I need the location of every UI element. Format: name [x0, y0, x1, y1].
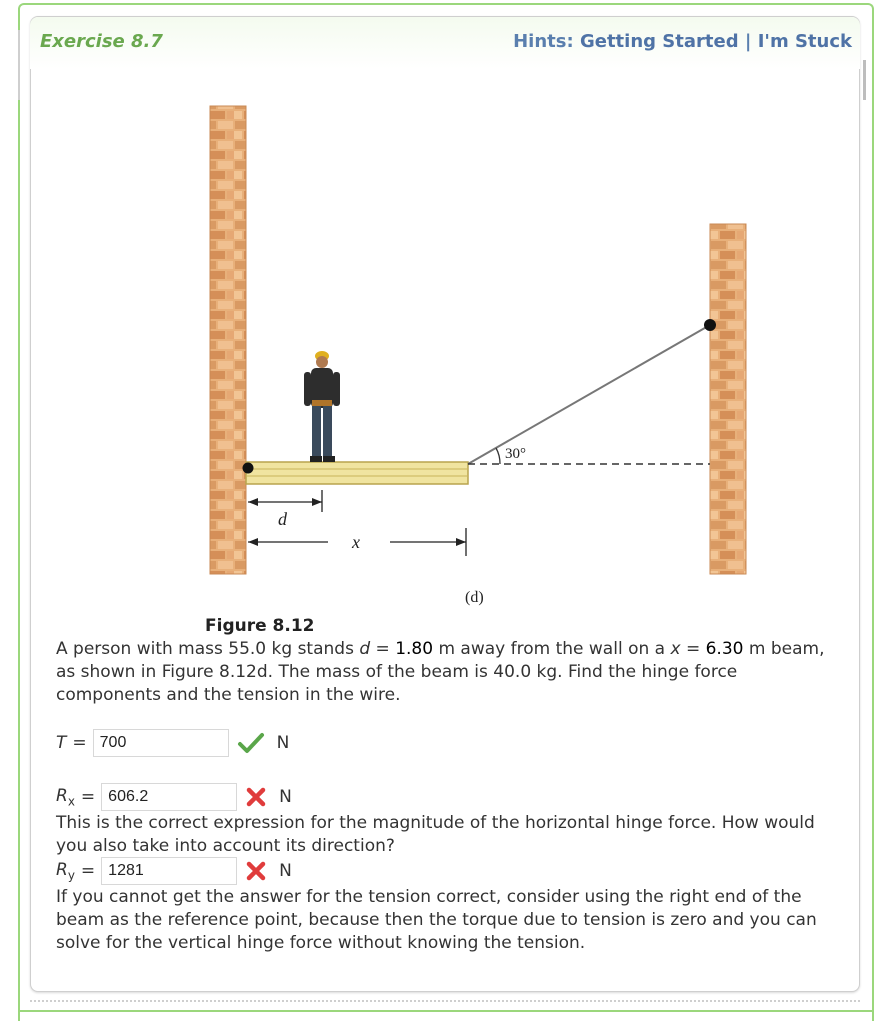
label-d: d	[278, 509, 287, 529]
panel-bottom-divider	[30, 1000, 860, 1002]
label-x: x	[352, 532, 360, 552]
person-figure	[304, 351, 340, 462]
equals-1: =	[370, 639, 396, 659]
ry-symbol	[56, 860, 75, 882]
hint-stuck-link[interactable]: I'm Stuck	[757, 31, 852, 52]
ry-symbol-r: R	[56, 859, 68, 880]
hints-bar	[513, 31, 852, 52]
exercise-title: Exercise 8.7	[40, 31, 163, 52]
problem-text-2: m away from the wall on a	[433, 639, 671, 659]
hints-separator: |	[744, 31, 752, 52]
tension-unit: N	[276, 733, 290, 753]
rx-answer-row	[56, 783, 292, 811]
ry-subscript: y	[67, 868, 75, 883]
next-panel-frame	[18, 1010, 874, 1024]
rx-input[interactable]	[101, 783, 237, 811]
panel-label: (d)	[465, 589, 484, 606]
support-wire	[468, 325, 710, 464]
hinge-point	[243, 463, 254, 474]
x-value: 6.30	[705, 639, 744, 659]
scrollbar[interactable]	[863, 60, 866, 100]
dimension-x	[248, 528, 466, 556]
problem-statement	[56, 638, 836, 707]
tension-answer-row	[56, 729, 289, 757]
rx-unit: N	[279, 787, 292, 807]
figure-illustration	[200, 100, 760, 610]
rx-equals: =	[80, 787, 96, 807]
dimension-d	[248, 490, 322, 529]
rx-subscript: x	[67, 794, 75, 809]
problem-text-1: A person with mass 55.0 kg stands	[56, 639, 360, 659]
problem-text-3: m beam, as shown in Figure 8.12d. The mass of the beam is 40.0 kg. Find the hinge force components and the tension in the wire.	[56, 639, 825, 705]
right-wall	[710, 224, 746, 574]
rx-symbol-r: R	[56, 785, 68, 806]
figure-caption: Figure 8.12	[205, 616, 315, 636]
ry-equals: =	[80, 861, 96, 881]
var-x: x	[670, 639, 681, 659]
cross-icon	[245, 786, 267, 808]
d-value: 1.80	[395, 639, 434, 659]
equals-2: =	[680, 639, 706, 659]
beam	[246, 462, 468, 484]
angle-arc	[496, 448, 500, 464]
wire-anchor	[704, 319, 716, 331]
rx-symbol	[56, 786, 75, 808]
var-d: d	[359, 639, 371, 659]
tension-symbol: T	[56, 733, 67, 753]
ry-answer-row	[56, 857, 292, 885]
angle-label: 30°	[505, 446, 526, 462]
left-wall	[210, 106, 246, 574]
cross-icon	[245, 860, 267, 882]
rx-feedback: This is the correct expression for the magnitude of the horizontal hinge force. How would you also take into account its direction?	[56, 813, 815, 856]
ry-feedback: If you cannot get the answer for the tension correct, consider using the right end of the beam as the reference point, because then the torque due to tension is zero and you can solve for the vertical hinge force without knowing the tension.	[56, 887, 817, 953]
hint-getting-started-link[interactable]: Getting Started	[579, 31, 739, 52]
check-icon	[237, 732, 265, 754]
hints-label: Hints:	[513, 31, 574, 52]
tension-equals: =	[72, 733, 87, 753]
tension-input[interactable]	[93, 729, 229, 757]
ry-unit: N	[279, 861, 292, 881]
left-gutter	[18, 30, 32, 100]
ry-input[interactable]	[101, 857, 237, 885]
